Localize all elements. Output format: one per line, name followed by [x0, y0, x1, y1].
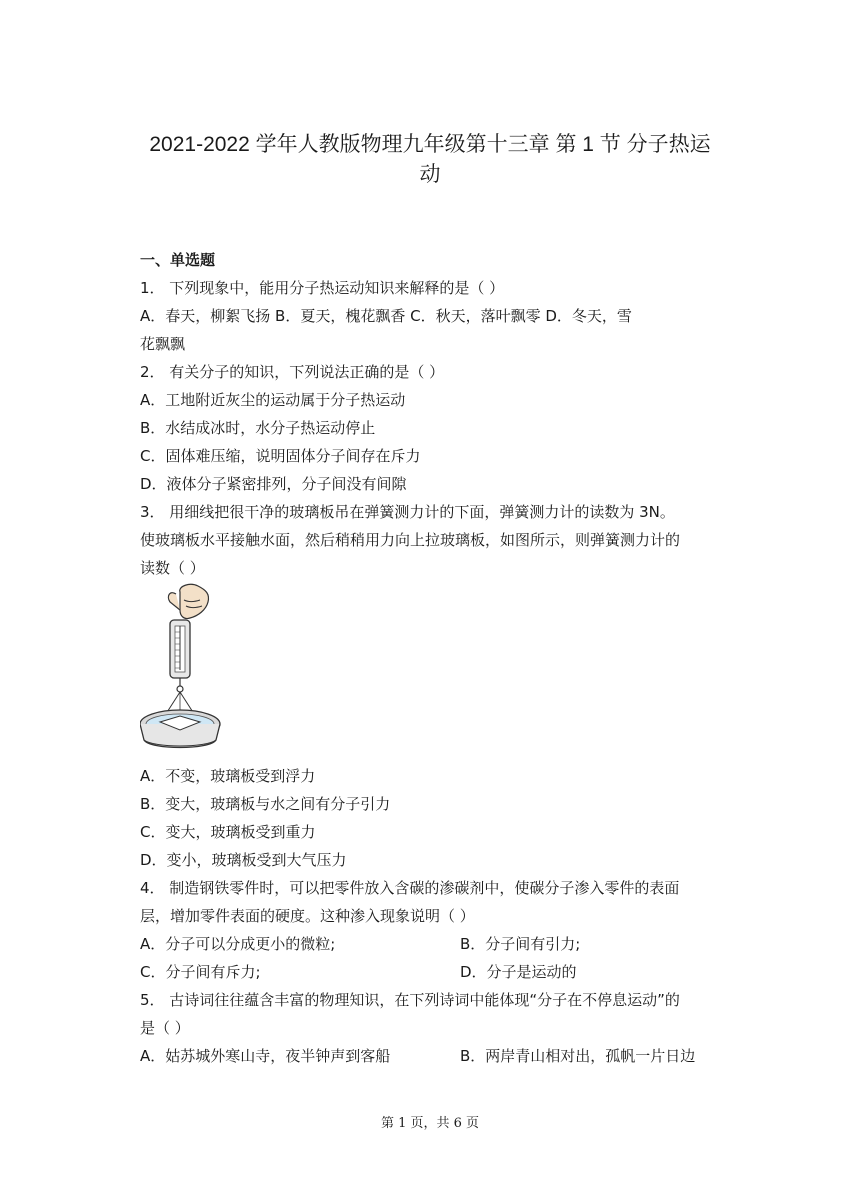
question-5-options-row-1: [140, 1042, 725, 1070]
question-4-stem-line-2: 层，增加零件表面的硬度。这种渗入现象说明（ ）: [140, 907, 475, 925]
document-title: [120, 130, 740, 190]
question-5-stem-line-1: 5． 古诗词往往蕴含丰富的物理知识，在下列诗词中能体现“分子在不停息运动”的: [140, 991, 680, 1009]
document-body: [140, 246, 725, 1070]
section-heading: 一、单选题: [140, 251, 216, 269]
question-5-stem-line-2: 是（ ）: [140, 1019, 190, 1037]
question-2-stem: 2． 有关分子的知识，下列说法正确的是（ ）: [140, 363, 445, 381]
question-4-option-d: D．分子是运动的: [460, 963, 577, 981]
question-4-option-b: B．分子间有引力;: [460, 935, 581, 953]
page-footer: 第 1 页，共 6 页: [380, 1116, 480, 1131]
spring-scale-glass-plate-figure: [140, 582, 725, 762]
question-3-stem-line-2: 使玻璃板水平接触水面，然后稍稍用力向上拉玻璃板，如图所示，则弹簧测力计的: [140, 531, 681, 549]
question-4-stem-line-1: 4． 制造钢铁零件时，可以把零件放入含碳的渗碳剂中，使碳分子渗入零件的表面: [140, 879, 680, 897]
question-3-stem-line-3: 读数（ ）: [140, 559, 205, 577]
question-3-option-c: C．变大，玻璃板受到重力: [140, 823, 316, 841]
title-line-1: 2021-2022 学年人教版物理九年级第十三章 第 1 节 分子热运: [149, 133, 711, 156]
question-5-option-b: B．两岸青山相对出，孤帆一片日边: [460, 1047, 696, 1065]
question-2-option-c: C．固体难压缩，说明固体分子间存在斥力: [140, 447, 421, 465]
question-3-stem-line-1: 3． 用细线把很干净的玻璃板吊在弹簧测力计的下面，弹簧测力计的读数为 3N。: [140, 503, 675, 521]
question-3-option-d: D．变小，玻璃板受到大气压力: [140, 851, 347, 869]
question-4-options-row-1: [140, 930, 725, 958]
question-2-option-d: D．液体分子紧密排列，分子间没有间隙: [140, 475, 407, 493]
title-line-2: 动: [419, 163, 441, 186]
question-4-option-a: A．分子可以分成更小的微粒;: [140, 935, 336, 953]
spring-scale-illustration: [140, 582, 240, 760]
question-1-stem: 1． 下列现象中，能用分子热运动知识来解释的是（ ）: [140, 279, 505, 297]
question-3-option-b: B．变大，玻璃板与水之间有分子引力: [140, 795, 391, 813]
question-5-option-a: A．姑苏城外寒山寺，夜半钟声到客船: [140, 1047, 391, 1065]
question-3-option-a: A．不变，玻璃板受到浮力: [140, 767, 316, 785]
question-2-option-b: B．水结成冰时，水分子热运动停止: [140, 419, 376, 437]
question-1-options-wrap: 花飘飘: [140, 335, 186, 353]
question-4-option-c: C．分子间有斥力;: [140, 963, 261, 981]
question-4-options-row-2: [140, 958, 725, 986]
question-2-option-a: A．工地附近灰尘的运动属于分子热运动: [140, 391, 406, 409]
question-1-options: A．春天，柳絮飞扬 B．夏天，槐花飘香 C．秋天，落叶飘零 D．冬天，雪: [140, 307, 632, 325]
